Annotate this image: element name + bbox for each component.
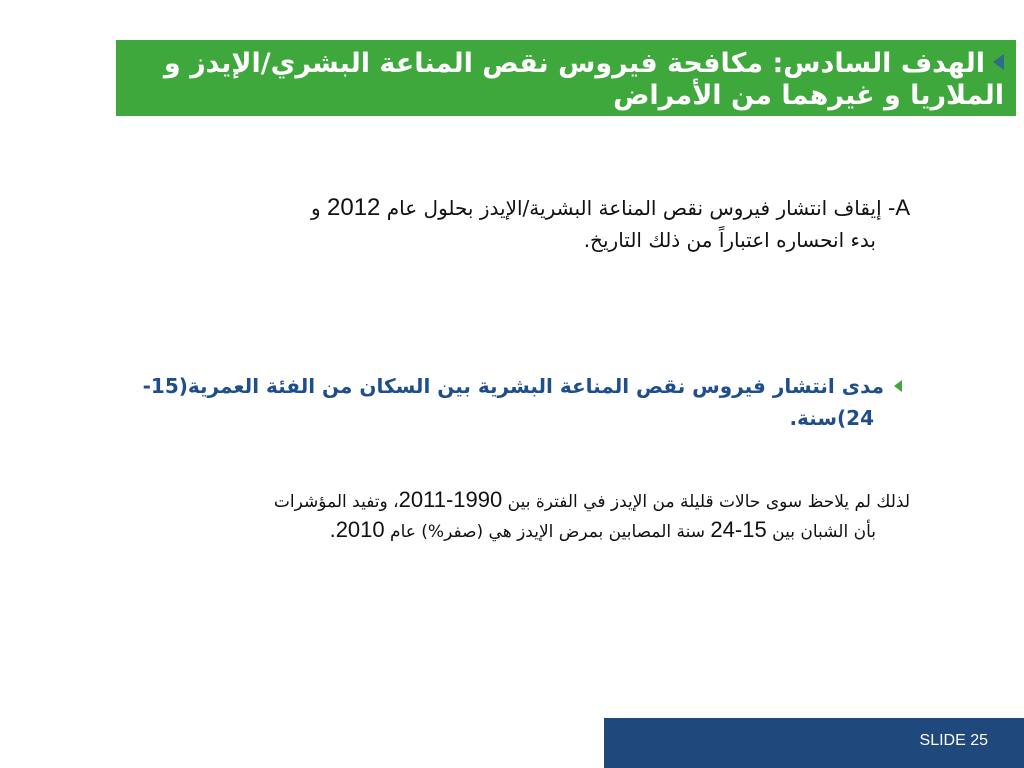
slide-number: SLIDE 25: [919, 732, 988, 749]
title-line-2: الملاريا و غيرهما من الأمراض: [613, 80, 1004, 111]
target-a-paragraph: [100, 192, 910, 256]
note-text-3: بأن الشبان بين: [772, 522, 876, 542]
triangle-bullet-icon: [993, 54, 1004, 70]
target-a-year: 2012: [327, 194, 381, 221]
note-line-2: [96, 516, 910, 546]
title-line-1-text: الهدف السادس: مكافحة فيروس نقص المناعة البشري/الإيدز و: [163, 48, 985, 79]
note-year: 2010.: [329, 517, 385, 542]
target-a-text: إيقاف انتشار فيروس نقص المناعة البشرية/الإيدز بحلول عام: [386, 196, 882, 220]
footer-bar: [604, 718, 1024, 768]
target-a-line-1: [100, 192, 910, 224]
indicator-text: مدى انتشار فيروس نقص المناعة البشرية بين السكان من الفئة العمرية(15-: [142, 374, 884, 398]
note-ages: 15-24: [710, 517, 767, 542]
note-text-1: لذلك لم يلاحظ سوى حالات قليلة من الإيدز في الفترة بين: [507, 492, 910, 512]
target-a-label: A-: [887, 195, 910, 220]
target-a-conjunction: و: [310, 196, 321, 220]
title-line-1: [128, 48, 1004, 80]
target-a-line-2: بدء انحساره اعتباراً من ذلك التاريخ.: [583, 228, 876, 252]
indicator-line-2: 24)سنة.: [789, 406, 874, 430]
triangle-bullet-icon: [894, 380, 902, 392]
indicator-line-1: [92, 370, 902, 402]
note-text-2: ، وتفيد المؤشرات: [273, 492, 399, 512]
note-period: 1990-2011: [398, 487, 503, 512]
indicator-bullet: [92, 370, 902, 434]
slide-title: [116, 40, 1016, 116]
note-paragraph: [96, 486, 910, 546]
note-line-1: [96, 486, 910, 516]
note-text-4: سنة المصابين بمرض الإيدز هي (صفر%) عام: [390, 522, 706, 542]
